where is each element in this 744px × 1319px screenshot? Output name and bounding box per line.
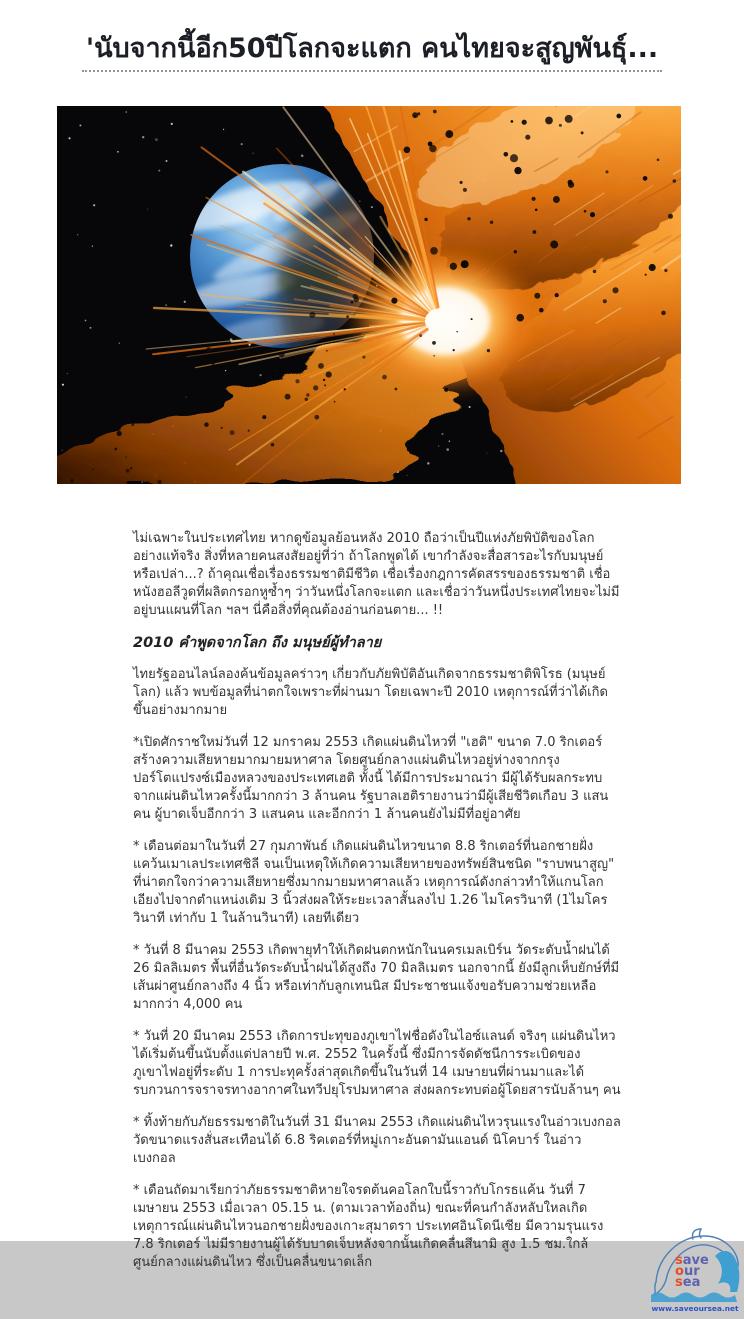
paragraph: * เดือนต่อมาในวันที่ 27 กุมภาพันธ์ เกิดแผ่นดินไหวขนาด 8.8 ริกเตอร์ที่นอกชายฝั่งแคว้นเมาเลประเทศชิลี จนเป็นเหตุให้เกิดความเสียหายของทรัพย์สินชนิด "ราบพนาสูญ" ที่น่าตกใจกว่าความเสียหายซึ่งมากมายมหาศาลแล้ว เหตุการณ์ดังกล่าวทำให้แกนโลกเอียงไปจากตำแหน่งเดิม 3 นิ้วส่งผลให้ระยะเวลาสั้นลงไป 1.26 ไมโครวินาที (1ไมโครวินาที เท่ากับ 1 ในล้านวินาที) เลยทีเดียว [133,838,615,926]
svg-text:our: our [675,1264,700,1279]
intro-paragraph: ไม่เฉพาะในประเทศไทย หากดูข้อมูลย้อนหลัง 2010 ถือว่าเป็นปีแห่งภัยพิบัติของโลกอย่างแท้จริง สิ่งที่หลายคนสงสัยอยู่ที่ว่า ถ้าโลกพูดได้ เขากำลังจะสื่อสารอะไรกับมนุษย์หรือเปล่า...? ถ้าคุณเชื่อเรื่องธรรมชาติมีชีวิต เชื่อเรื่องกฎการคัดสรรของธรรมชาติ เชื่อหนังฮอลีวูดที่ผลิตกรอกหูซ้ำๆ ว่าวันหนึ่งโลกจะแตก และเชื่อว่าวันหนึ่งประเทศไทยจะไม่มีอยู่บนแผนที่โลก ฯลฯ นี่คือสิ่งที่คุณต้องอ่านก่อนตาย... !! [133,530,620,618]
section-heading: 2010 คำพูดจากโลก ถึง มนุษย์ผู้ทำลาย [133,634,382,651]
svg-text:save: save [675,1253,709,1268]
title-wrap [0,0,744,72]
paragraph: ไทยรัฐออนไลน์ลองค้นข้อมูลคร่าวๆ เกี่ยวกับภัยพิบัติอันเกิดจากธรรมชาติพิโรธ (มนุษย์โลก) แล้ว พบข้อมูลที่น่าตกใจเพราะที่ผ่านมา โดยเฉพาะปี 2010 เหตุการณ์ที่ว่าได้เกิดขึ้นอย่างมากมาย [133,666,608,718]
svg-text:sea: sea [675,1275,701,1290]
hero-image [57,106,681,484]
paragraph: *เปิดศักราชใหม่วันที่ 12 มกราคม 2553 เกิดแผ่นดินไหวที่ "เฮติ" ขนาด 7.0 ริกเตอร์ สร้างความเสียหายมากมายมหาศาล โดยศูนย์กลางแผ่นดินไหวอยู่ห่างจากกรุงปอร์โตแปรงซ์เมืองหลวงของประเทศเฮติ ทั้งนี้ ได้มีการประมาณว่า มีผู้ได้รับผลกระทบจากแผ่นดินไหวครั้งนี้มากกว่า 3 ล้านคน รัฐบาลเฮติรายงานว่ามีผู้เสียชีวิตเกือบ 3 แสนคน ผู้บาดเจ็บอีกกว่า 3 แสนคน และอีกกว่า 1 ล้านคนยังไม่มีที่อยู่อาศัย [133,734,609,822]
paragraph: * ทิ้งท้ายกับภัยธรรมชาติในวันที่ 31 มีนาคม 2553 เกิดแผ่นดินไหวรุนแรงในอ่าวเบงกอล วัดขนาดแรงสั่นสะเทือนได้ 6.8 ริคเตอร์ที่หมู่เกาะอันดามันแอนด์ นิโคบาร์ ในอ่าวเบงกอล [133,1114,621,1166]
paragraph: * เดือนถัดมาเรียกว่าภัยธรรมชาติหายใจรดต้นคอโลกใบนี้ราวกับโกรธแค้น วันที่ 7 เมษายน 2553 เมื่อเวลา 05.15 น. (ตามเวลาท้องถิ่น) ขณะที่คนกำลังหลับใหลเกิดเหตุการณ์แผ่นดินไหวนอกชายฝั่งของเกาะสุมาตรา ประเทศอินโดนีเซีย มีความรุนแรง 7.8 ริกเตอร์ ไม่มีรายงานผู้ได้รับบาดเจ็บหลังจากนั้นเกิดคลื่นสึนามิ สูง 1.5 ชม.ใกล้ศูนย์กลางแผ่นดินไหว ซึ่งเป็นคลื่นขนาดเล็ก [133,1182,604,1270]
page-title: 'นับจากนี้อีก50ปีโลกจะแตก คนไทยจะสูญพันธุ์... [82,32,662,72]
article-body [133,530,622,1272]
logo-wordmark [675,1253,709,1290]
saveoursea-logo[interactable] [647,1228,743,1314]
wave-splash-icon [715,1251,739,1292]
logo-url: www.saveoursea.net [651,1304,739,1313]
paragraph: * วันที่ 8 มีนาคม 2553 เกิดพายุทำให้เกิดฝนตกหนักในนครเมลเบิร์น วัดระดับน้ำฝนได้ 26 มิลลิเมตร พื้นที่อื่นวัดระดับน้ำฝนได้สูงถึง 70 มิลลิเมตร นอกจากนี้ ยังมีลูกเห็บยักษ์ที่มีเส้นผ่าศูนย์กลางถึง 4 นิ้ว หรือเท่ากับลูกเทนนิส มีประชาชนแจ้งขอรับความช่วยเหลือมากกว่า 4,000 คน [133,942,620,1012]
paragraph: * วันที่ 20 มีนาคม 2553 เกิดการปะทุของภูเขาไฟชื่อดังในไอซ์แลนด์ จริงๆ แผ่นดินไหวได้เริ่มต้นขึ้นนับตั้งแต่ปลายปี พ.ศ. 2552 ในครั้งนี้ ซึ่งมีการจัดดัชนีการระเบิดของภูเขาไฟอยู่ที่ระดับ 1 การปะทุครั้งล่าสุดเกิดขึ้นในวันที่ 14 เมษายนที่ผ่านมาและได้รบกวนการจราจรทางอากาศในทวีปยุโรปมหาศาล ส่งผลกระทบต่อผู้โดยสารนับล้านๆ คน [133,1028,621,1098]
hero-image-svg [57,106,681,484]
wave-band-icon [651,1293,737,1303]
